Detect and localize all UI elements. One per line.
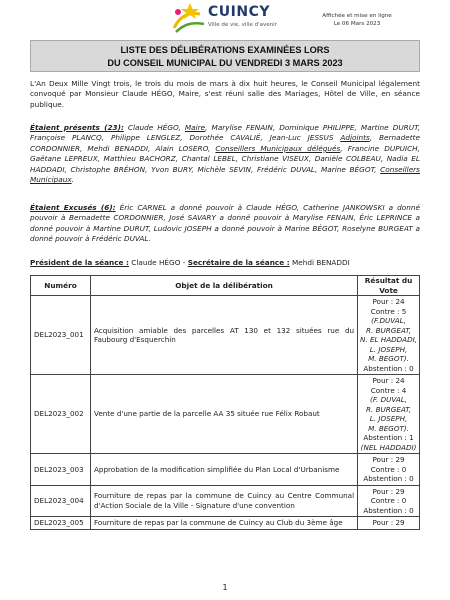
publication-stamp [321,12,393,28]
row-number: DEL2023_003 [31,454,91,486]
result-line: L. JOSEPH, [369,344,408,354]
row-result [358,454,420,486]
table-row [31,485,420,517]
result-line: N. EL HADDADI, [360,335,418,344]
result-line: R. BURGEAT, [366,404,412,414]
present-text-5: . [71,175,74,185]
stamp-line2: Le 06 Mars 2023 [333,21,381,27]
cuincy-logo [170,2,290,36]
row-object: Fourniture de repas par la commune de Cuincy au Club du 3ème âge [90,517,357,530]
header-numero: Numéro [31,276,91,296]
deliberations-table [30,275,420,530]
present-text-2: , Marylise FENAIN, Dominique PHILIPPE, Martine DURUT, Françoise PLANCQ, Philippe LENGLEZ, Dorothée CAVALIÉ, Jean-Luc JESSUS [30,123,420,143]
present-paragraph [30,123,420,185]
secretary-name: Mehdi BENADDI [289,258,350,267]
result-line: Abstention : 0 [363,474,414,483]
row-number: DEL2023_004 [31,485,91,517]
present-text-1: Claude HÉGO, [123,123,185,132]
page-number: 1 [222,583,228,592]
table-header-row [31,276,420,296]
present-adjoints: Adjoints [340,133,370,143]
result-line: Contre : 4 [370,385,407,395]
row-result [358,296,420,375]
intro-paragraph: L'An Deux Mille Vingt trois, le trois du mois de mars à dix huit heures, le Conseil Municipal légalement convoqué par Monsieur Claude HÉGO, Maire, s'est réuni salle des Mariages, Hôtel de Ville, en séance publique. [30,79,420,109]
title-line1: LISTE DES DÉLIBÉRATIONS EXAMINÉES LORS [120,45,330,55]
row-result [358,375,420,454]
header-resultat: Résultat du Vote [358,276,420,296]
result-line: Pour : 29 [372,518,405,527]
president-name: Claude HÉGO - [128,258,188,267]
result-line: Pour : 24 [372,376,405,385]
result-line: Abstention : 0 [363,505,414,515]
table-row [31,296,420,375]
result-line: M. BEGOT). [368,423,410,433]
result-line: Abstention : 0 [363,363,414,373]
result-line: (NEL HADDADI) [360,442,417,452]
result-line: Contre : 0 [370,496,407,505]
present-label: Étaient présents (23): [30,123,124,132]
row-object: Approbation de la modification simplifiée du Plan Local d'Urbanisme [90,454,357,486]
row-number: DEL2023_005 [31,517,91,530]
present-delegues: Conseillers Municipaux délégués [215,143,341,153]
row-object: Fourniture de repas par la commune de Cuincy au Centre Communal d'Action Sociale de la Ville - Signature d'une convention [90,485,357,517]
present-text-3: , Bernadette CORDONNIER, Mehdi BENADDI, Alain LOSERO, [30,133,420,153]
table-row [31,454,420,486]
excused-label: Étaient Excusés (6): [30,203,116,212]
president-label: Président de la séance : [30,258,129,267]
result-line: Contre : 5 [370,306,407,316]
row-result [358,517,420,530]
result-line: Pour : 29 [372,486,405,496]
result-line: Pour : 29 [372,455,405,464]
present-text-4: , Francine DUPUICH, Gaëtane LEPREUX, Matthieu BACHORZ, Chantal LEBEL, Christiane VISEUX, Danièle COLBEAU, Nadia EL HADDADI, Christophe BRÉHON, Yvon BURY, Michèle SEVIN, Frédéric DUVAL, Marine BÉGOT, [30,143,420,174]
present-maire: Maire [184,123,206,132]
present-conseillers: Conseillers Municipaux [30,164,420,185]
result-line: L. JOSEPH, [369,414,408,423]
stamp-line1: Affichée et mise en ligne [322,13,392,19]
title-line2: DU CONSEIL MUNICIPAL DU VENDREDI 3 MARS 2023 [107,58,343,68]
secretary-label: Secrétaire de la séance : [187,258,290,267]
logo-tagline: Ville de vie, ville d'avenir [208,22,277,28]
table-row [31,375,420,454]
row-result [358,485,420,517]
row-number: DEL2023_001 [31,296,91,375]
logo-star-icon [170,2,208,34]
table-row [31,517,420,530]
row-object: Vente d'une partie de la parcelle AA 35 située rue Félix Robaut [90,375,357,454]
result-line: Abstention : 1 [363,433,414,442]
excused-text: Éric CARNEL a donné pouvoir à Claude HÉGO, Catherine JANKOWSKI a donné pouvoir à Bernadette CORDONNIER, José SAVARY a donné pouvoir à Marylise FENAIN, Éric LEPRINCE a donné pouvoir à Martine DURUT, Ludovic JOSEPH a donné pouvoir à Marine BÉGOT, Roselyne BURGEAT a donné pouvoir à Frédéric DUVAL. [30,203,421,244]
result-line: M. BEGOT). [368,354,410,363]
result-line: (F. DUVAL, [370,395,408,404]
result-line: Contre : 0 [370,464,407,474]
header-objet: Objet de la délibération [90,276,357,296]
result-line: R. BURGEAT, [366,325,412,335]
presidency-line [30,258,420,268]
result-line: (F.DUVAL, [371,316,406,325]
result-line: Pour : 24 [372,297,405,306]
document-title [30,40,420,72]
logo-name: CUINCY [208,4,270,20]
row-object: Acquisition amiable des parcelles AT 130 et 132 situées rue du Faubourg d'Esquerchin [90,296,357,375]
row-number: DEL2023_002 [31,375,91,454]
excused-paragraph [30,203,420,245]
